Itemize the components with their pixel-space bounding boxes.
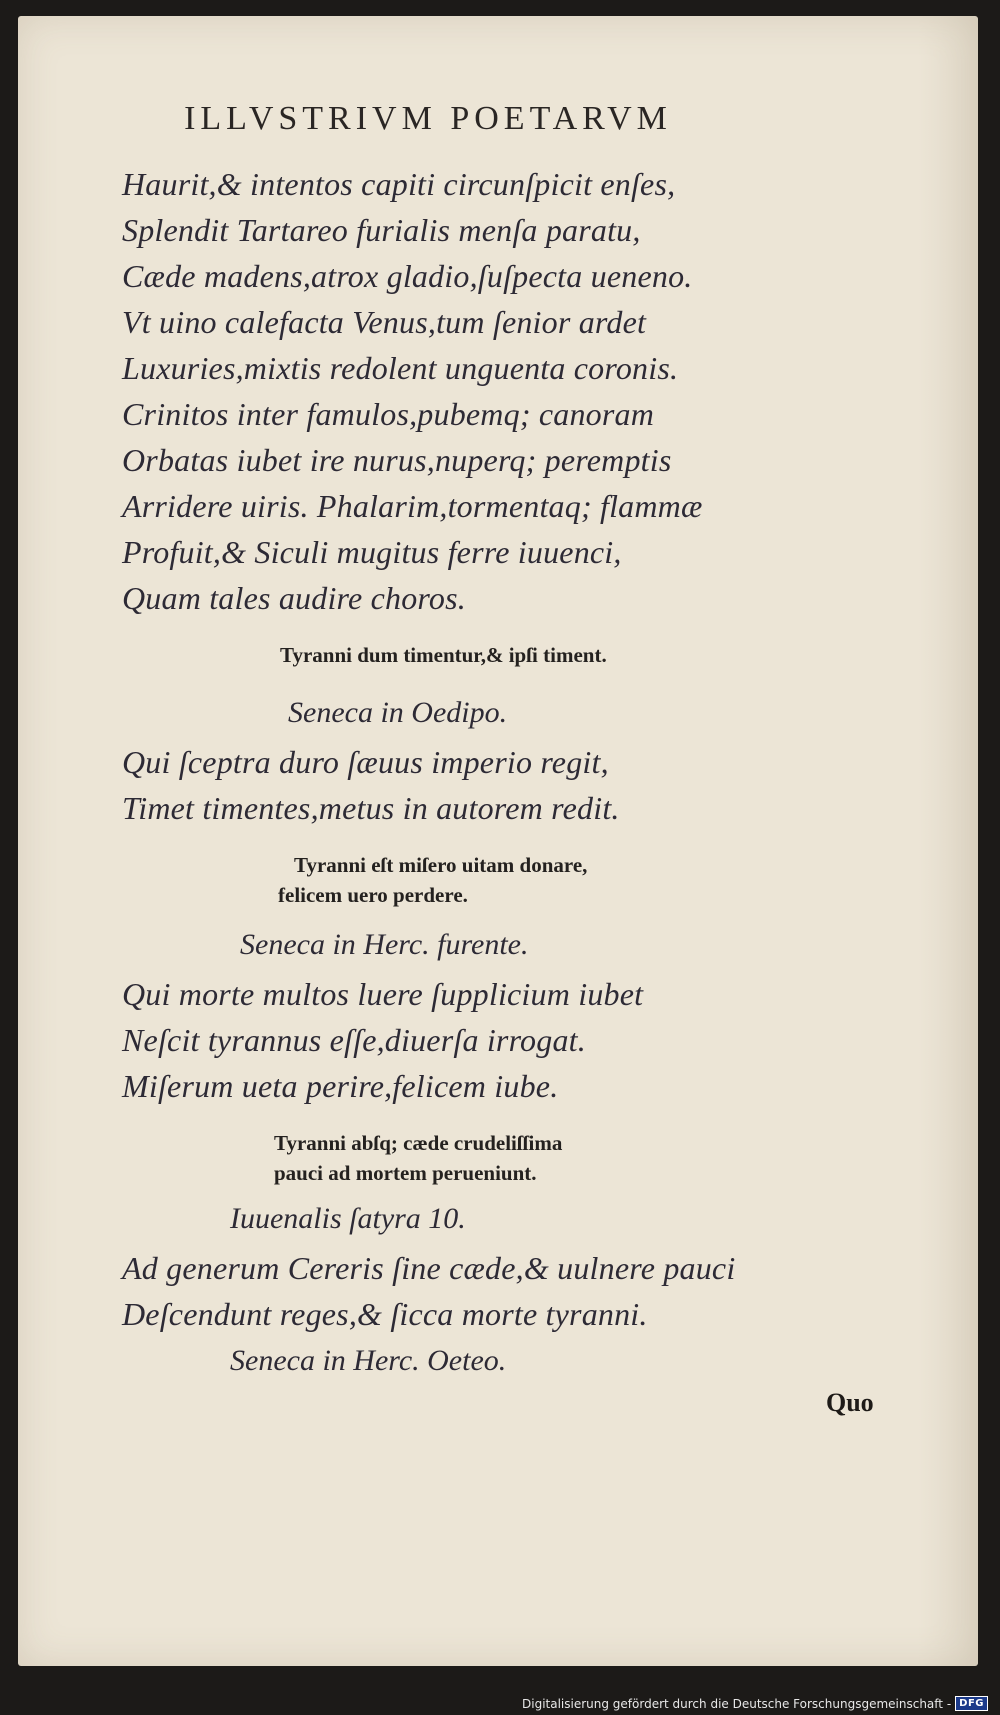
- section-caption: Tyranni eſt miſero uitam donare,: [294, 853, 588, 877]
- page-edge-shadow: [918, 16, 978, 1666]
- footer-text: Digitalisierung gefördert durch die Deutsche Forschungsgemeinschaft -: [522, 1696, 952, 1711]
- verse-line: Qui morte multos luere ſupplicium iubet: [122, 976, 644, 1012]
- verse-line: Splendit Tartareo furialis menſa paratu,: [122, 212, 641, 248]
- verse-line: Luxuries,mixtis redolent unguenta coronis.: [122, 350, 679, 386]
- source-citation: Seneca in Herc. furente.: [240, 928, 529, 961]
- running-header: ILLVSTRIVM POETARVM: [184, 100, 672, 137]
- verse-line: Orbatas iubet ire nurus,nuperq; peremptis: [122, 442, 672, 478]
- section-caption: Tyranni dum timentur,& ipſi timent.: [280, 643, 607, 667]
- verse-line: Profuit,& Siculi mugitus ferre iuuenci,: [122, 534, 622, 570]
- verse-line: Qui ſceptra duro ſæuus imperio regit,: [122, 744, 609, 780]
- digitization-footer: [522, 1696, 988, 1711]
- section-caption: Tyranni abſq; cæde crudeliſſima: [274, 1131, 563, 1155]
- source-citation: Seneca in Herc. Oeteo.: [230, 1344, 507, 1377]
- source-citation: Seneca in Oedipo.: [288, 696, 508, 729]
- book-page: [18, 16, 978, 1666]
- verse-line: Timet timentes,metus in autorem redit.: [122, 790, 620, 826]
- dfg-logo-icon: DFG: [955, 1696, 988, 1711]
- verse-line: Neſcit tyrannus eſſe,diuerſa irrogat.: [122, 1022, 586, 1058]
- verse-line: Miſerum ueta perire,felicem iube.: [122, 1068, 559, 1104]
- source-citation: Iuuenalis ſatyra 10.: [230, 1202, 466, 1235]
- section-caption: pauci ad mortem perueniunt.: [274, 1161, 537, 1185]
- section-caption: felicem uero perdere.: [278, 883, 468, 907]
- verse-line: Vt uino calefacta Venus,tum ſenior ardet: [122, 304, 647, 340]
- verse-line: Quam tales audire choros.: [122, 580, 466, 616]
- verse-line: Ad generum Cereris ſine cæde,& uulnere pauci: [122, 1250, 736, 1286]
- catchword: Quo: [826, 1388, 874, 1417]
- verse-line: Deſcendunt reges,& ſicca morte tyranni.: [122, 1296, 648, 1332]
- verse-line: Arridere uiris. Phalarim,tormentaq; flammæ: [122, 488, 703, 524]
- verse-line: Crinitos inter famulos,pubemq; canoram: [122, 396, 655, 432]
- verse-line: Cæde madens,atrox gladio,ſuſpecta ueneno.: [122, 258, 693, 294]
- verse-line: Haurit,& intentos capiti circunſpicit enſes,: [122, 166, 676, 202]
